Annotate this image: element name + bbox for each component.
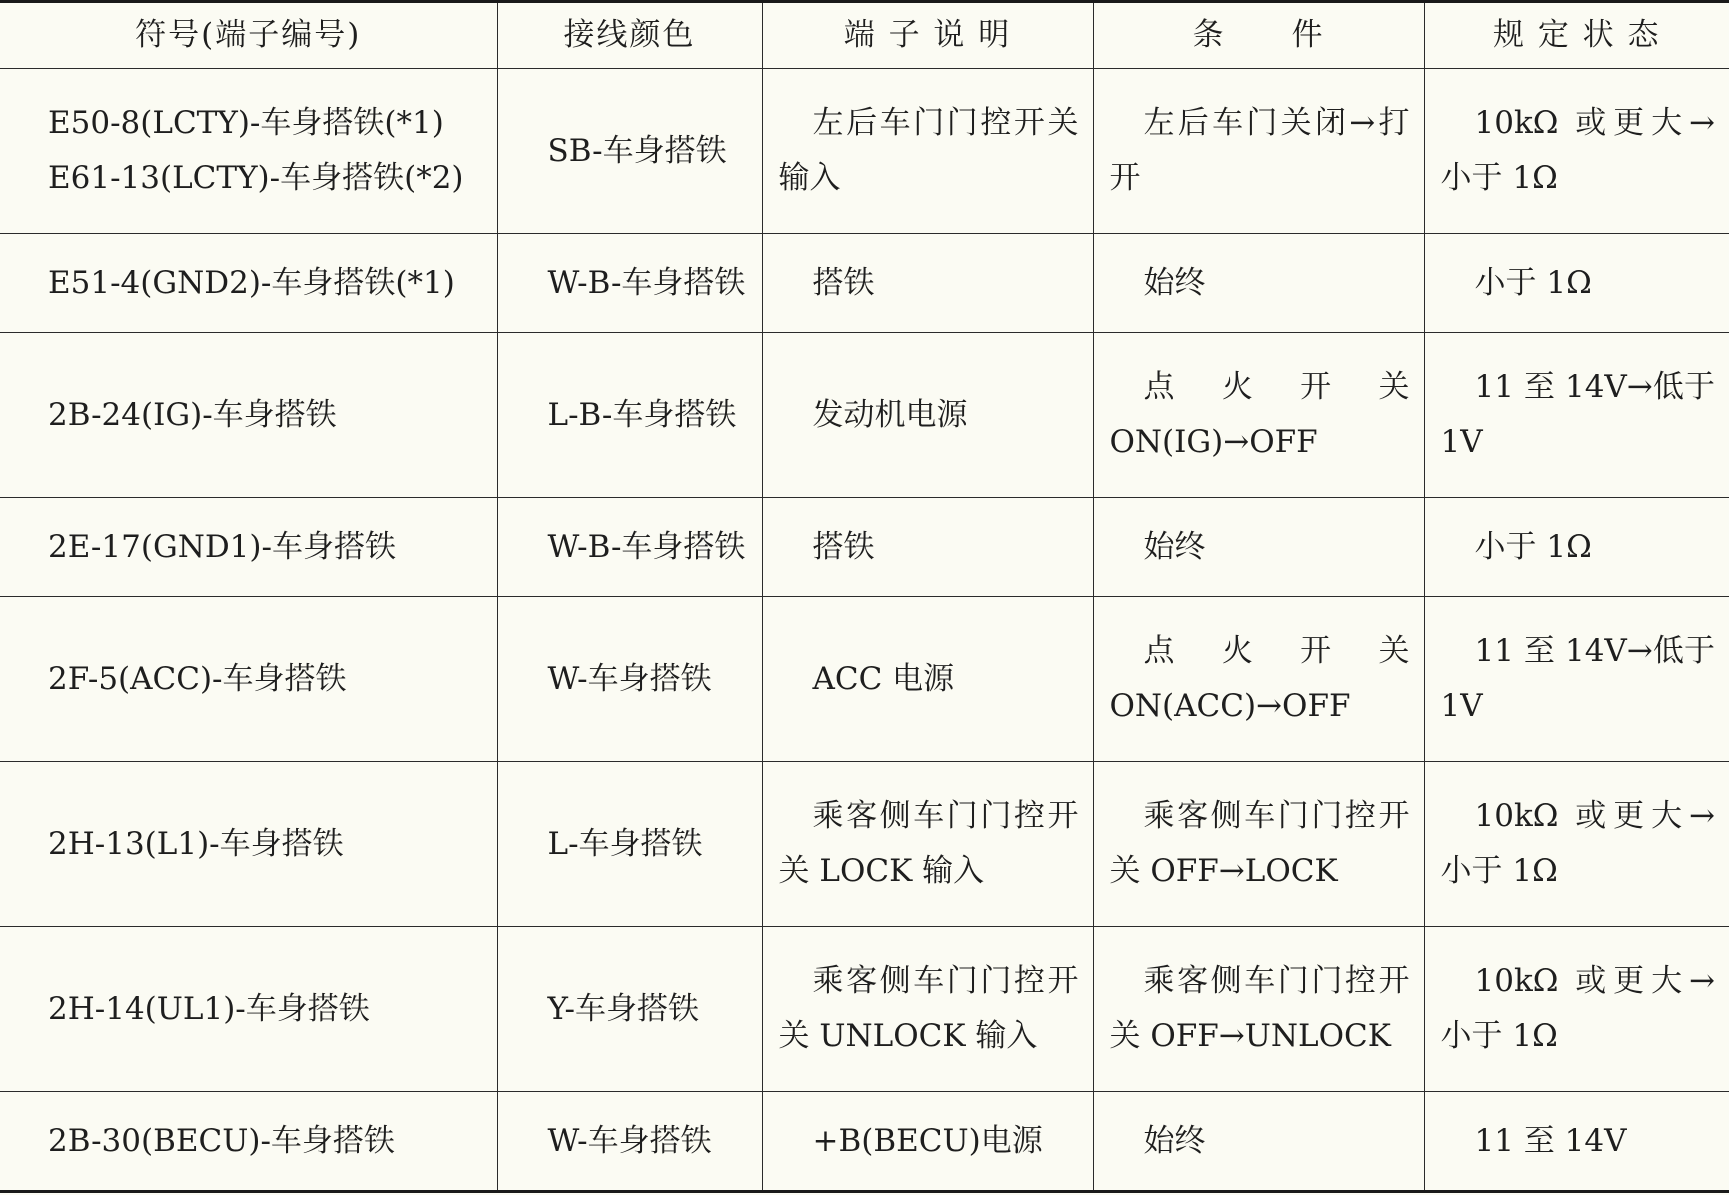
description-cell: 乘客侧车门门控开关 UNLOCK 输入 <box>762 927 1093 1092</box>
specified-state-cell: 11 至 14V <box>1424 1092 1729 1192</box>
symbol-cell <box>0 498 497 597</box>
table-row <box>0 762 1729 927</box>
header-wire-color: 接线颜色 <box>497 2 762 69</box>
description-cell: 乘客侧车门门控开关 LOCK 输入 <box>762 762 1093 927</box>
table-row <box>0 234 1729 333</box>
specified-state-cell: 11 至 14V→低于 1V <box>1424 333 1729 498</box>
header-symbol: 符号(端子编号) <box>0 2 497 69</box>
wire-color-cell: W-B-车身搭铁 <box>497 498 762 597</box>
description-cell: +B(BECU)电源 <box>762 1092 1093 1192</box>
symbol-text: E50-8(LCTY)-车身搭铁(*1) <box>48 105 444 141</box>
description-cell: 搭铁 <box>762 234 1093 333</box>
wire-color-cell: L-B-车身搭铁 <box>497 333 762 498</box>
condition-cell: 始终 <box>1093 234 1424 333</box>
specified-state-cell: 10kΩ 或更大→小于 1Ω <box>1424 927 1729 1092</box>
symbol-cell <box>0 69 497 234</box>
symbol-text: 2B-30(BECU)-车身搭铁 <box>48 1122 395 1159</box>
table-row <box>0 498 1729 597</box>
header-condition: 条 件 <box>1093 2 1424 69</box>
table-row <box>0 333 1729 498</box>
symbol-cell <box>0 1092 497 1192</box>
table-row <box>0 927 1729 1092</box>
symbol-cell <box>0 927 497 1092</box>
table-row <box>0 69 1729 234</box>
wire-color-cell: SB-车身搭铁 <box>497 69 762 234</box>
condition-cell: 始终 <box>1093 1092 1424 1192</box>
symbol-cell <box>0 333 497 498</box>
description-cell: 发动机电源 <box>762 333 1093 498</box>
specified-state-cell: 小于 1Ω <box>1424 234 1729 333</box>
wire-color-cell: Y-车身搭铁 <box>497 927 762 1092</box>
description-cell: 搭铁 <box>762 498 1093 597</box>
wire-color-cell: W-B-车身搭铁 <box>497 234 762 333</box>
specified-state-cell: 小于 1Ω <box>1424 498 1729 597</box>
symbol-cell <box>0 762 497 927</box>
description-cell: ACC 电源 <box>762 597 1093 762</box>
wire-color-cell: W-车身搭铁 <box>497 1092 762 1192</box>
specified-state-cell: 11 至 14V→低于 1V <box>1424 597 1729 762</box>
header-row <box>0 2 1729 69</box>
header-specified-state: 规 定 状 态 <box>1424 2 1729 69</box>
description-cell: 左后车门门控开关输入 <box>762 69 1093 234</box>
symbol-text: 2H-13(L1)-车身搭铁 <box>48 825 344 862</box>
symbol-cell <box>0 597 497 762</box>
symbol-text: 2E-17(GND1)-车身搭铁 <box>48 528 396 565</box>
condition-cell: 乘客侧车门门控开关 OFF→UNLOCK <box>1093 927 1424 1092</box>
table-body <box>0 69 1729 1192</box>
symbol-text: 2B-24(IG)-车身搭铁 <box>48 396 337 433</box>
table-row <box>0 597 1729 762</box>
symbol-cell <box>0 234 497 333</box>
symbol-text: E51-4(GND2)-车身搭铁(*1) <box>48 264 455 301</box>
symbol-text: E61-13(LCTY)-车身搭铁(*2) <box>48 160 464 196</box>
wire-color-cell: W-车身搭铁 <box>497 597 762 762</box>
wire-color-cell: L-车身搭铁 <box>497 762 762 927</box>
condition-cell: 乘客侧车门门控开关 OFF→LOCK <box>1093 762 1424 927</box>
table-row <box>0 1092 1729 1192</box>
condition-cell: 始终 <box>1093 498 1424 597</box>
condition-cell: 左后车门关闭→打开 <box>1093 69 1424 234</box>
symbol-text: 2H-14(UL1)-车身搭铁 <box>48 990 370 1027</box>
table-header <box>0 2 1729 69</box>
symbol-text: 2F-5(ACC)-车身搭铁 <box>48 660 347 697</box>
specified-state-cell: 10kΩ 或更大→小于 1Ω <box>1424 69 1729 234</box>
header-terminal-description: 端 子 说 明 <box>762 2 1093 69</box>
condition-cell: 点火开关 ON(ACC)→OFF <box>1093 597 1424 762</box>
specified-state-cell: 10kΩ 或更大→小于 1Ω <box>1424 762 1729 927</box>
condition-cell: 点火开关 ON(IG)→OFF <box>1093 333 1424 498</box>
